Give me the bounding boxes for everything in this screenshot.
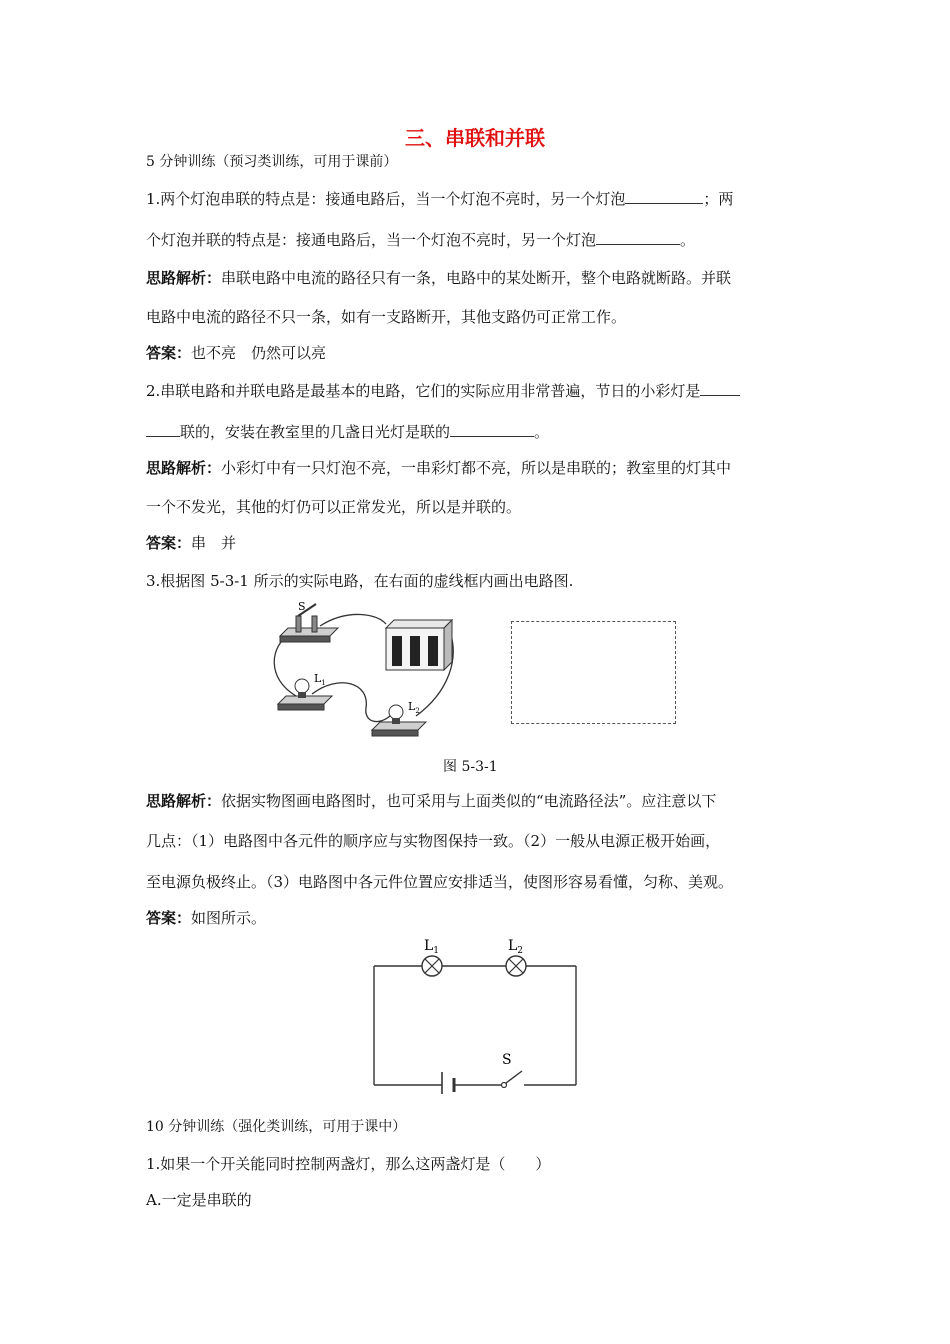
answer-text: 串 并 [191, 534, 237, 552]
wire [320, 614, 386, 626]
question-text: 个灯泡并联的特点是：接通电路后，当一个灯泡不亮时，另一个灯泡 [146, 231, 597, 249]
question-4-line-1: 1.如果一个开关能同时控制两盏灯，那么这两盏灯是（ ） [146, 1155, 551, 1173]
battery-cell [428, 636, 438, 666]
question-2-line-2 [146, 422, 816, 442]
answer-label: 答案： [146, 909, 192, 927]
question-2-answer [146, 533, 816, 553]
answer-label: 答案： [146, 344, 192, 362]
lamp-2-socket [392, 718, 400, 724]
lamp-2-base-side [372, 730, 418, 736]
question-text: 。 [534, 423, 550, 441]
lamp-2-label: $L_2$ [408, 700, 420, 715]
question-1-line-1 [146, 189, 816, 209]
answer-blank [596, 230, 680, 245]
question-3-analysis-2: 几点：（1）电路图中各元件的顺序应与实物图保持一致。（2）一般从电源正极开始画， [146, 832, 721, 850]
answer-label: 答案： [146, 534, 192, 552]
analysis-label: 思路解析： [146, 459, 222, 477]
lamp-1-socket [298, 692, 306, 698]
question-1-analysis-2: 电路中电流的路径不只一条，如有一支路断开，其他支路仍可正常工作。 [146, 308, 627, 326]
analysis-label: 思路解析： [146, 792, 222, 810]
switch-post [312, 616, 317, 632]
lamp-1-bulb [295, 679, 309, 693]
wire [274, 634, 296, 696]
question-2-analysis-1 [146, 458, 816, 478]
lamp-1-symbol [422, 956, 442, 976]
question-text: ；两 [703, 190, 734, 208]
battery-top [386, 620, 452, 628]
analysis-text: 依据实物图画电路图时，也可采用与上面类似的“电流路径法”。应注意以下 [221, 792, 717, 810]
lamp-2-bulb [389, 705, 403, 719]
question-text: 。 [680, 231, 696, 249]
question-3-analysis-3: 至电源负极终止。（3）电路图中各元件位置应安排适当，使图形容易看懂，匀称、美观。 [146, 873, 734, 891]
circuit-diagram [366, 934, 584, 1094]
switch-base [280, 628, 338, 636]
question-3-line-1: 3.根据图 5-3-1 所示的实际电路，在右面的虚线框内画出电路图. [146, 572, 574, 590]
switch-base-side [280, 636, 330, 642]
lamp-2-symbol-label: $L_2$ [508, 938, 524, 956]
question-1-answer [146, 343, 816, 363]
question-text: 1.两个灯泡串联的特点是：接通电路后，当一个灯泡不亮时，另一个灯泡 [146, 190, 626, 208]
question-3-answer [146, 908, 816, 928]
question-1-line-2 [146, 230, 816, 250]
section-heading-10min: 10 分钟训练（强化类训练，可用于课中） [146, 1119, 407, 1135]
figure-caption: 图 5-3-1 [443, 759, 498, 775]
answer-blank [625, 189, 703, 204]
battery-side [444, 620, 452, 670]
lamp-2-symbol [506, 956, 526, 976]
question-text: 2.串联电路和并联电路是最基本的电路，它们的实际应用非常普遍，节日的小彩灯是 [146, 382, 701, 400]
lamp-1-symbol-label: $L_1$ [424, 938, 440, 956]
analysis-label: 思路解析： [146, 269, 222, 287]
switch-label: S [298, 600, 306, 613]
answer-blank [700, 381, 740, 396]
switch-symbol [502, 1071, 525, 1088]
dashed-drawing-box [511, 621, 676, 724]
lamp-1-base-side [278, 704, 324, 710]
question-2-line-1 [146, 381, 816, 401]
question-2-analysis-2: 一个不发光，其他的灯仍可以正常发光，所以是并联的。 [146, 498, 522, 516]
answer-text: 也不亮 仍然可以亮 [191, 344, 327, 362]
analysis-text: 小彩灯中有一只灯泡不亮，一串彩灯都不亮，所以是串联的；教室里的灯其中 [221, 459, 732, 477]
battery-cell [410, 636, 420, 666]
lamp-1-label: $L_1$ [314, 672, 326, 687]
page-title: 三、串联和并联 [405, 126, 545, 150]
battery-symbol [442, 1072, 454, 1094]
section-heading-5min: 5 分钟训练（预习类训练，可用于课前） [146, 154, 398, 170]
battery-cell [392, 636, 402, 666]
physical-circuit-illustration [268, 598, 468, 746]
answer-blank [146, 422, 180, 437]
question-1-analysis-1 [146, 268, 816, 288]
answer-text: 如图所示。 [191, 909, 267, 927]
switch-post [296, 616, 301, 632]
question-text: 联的，安装在教室里的几盏日光灯是联的 [180, 423, 451, 441]
answer-blank [450, 422, 534, 437]
question-4-option-a: A.一定是串联的 [146, 1191, 252, 1209]
analysis-text: 串联电路中电流的路径只有一条，电路中的某处断开，整个电路就断路。并联 [221, 269, 732, 287]
question-3-analysis-1 [146, 791, 816, 811]
switch-symbol-label: S [502, 1052, 512, 1068]
